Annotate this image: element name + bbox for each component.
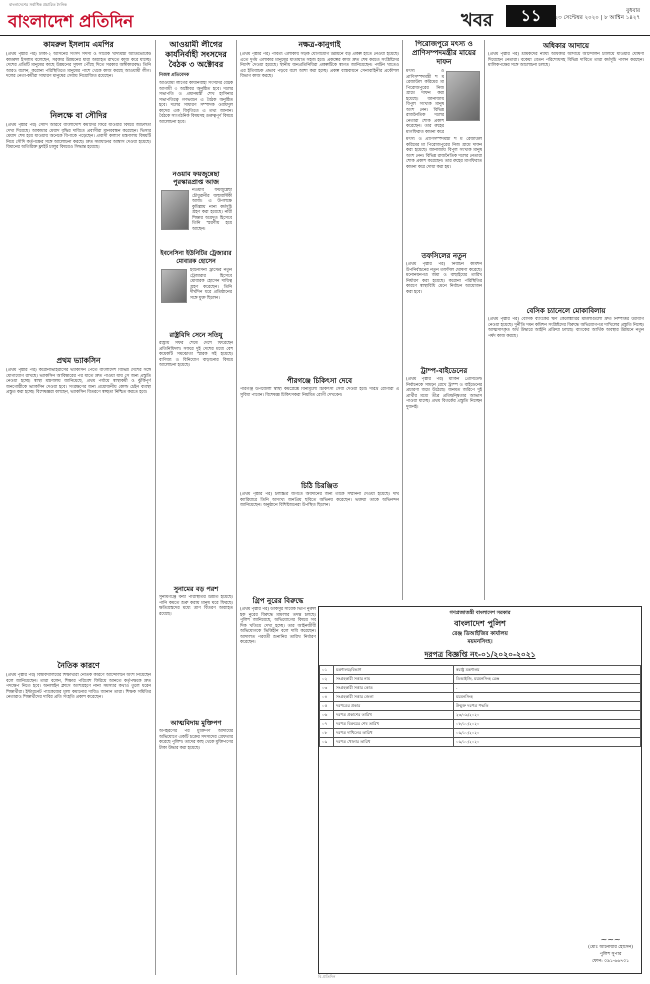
body-a16: (প্রথম পৃষ্ঠার পর) নির্বাচন কমিশন উপনির্বাচনের নতুন তফসিল ঘোষণা করেছে। মনোনয়নপত্র জমা ও বাছাইয়ের তারিখ নির্ধারণ করা হয়েছে। করোনা পরিস্থিতির কারণে স্বাস্থ্যবিধি মেনে নির্বাচন আয়োজন করা হবে। (406, 262, 482, 295)
body-a17: (প্রথম পৃষ্ঠার পর) মার্কিন প্রেসিডেন্ট নির্বাচনকে সামনে রেখে ট্রাম্প ও বাইডেনের প্রচারণা জমে উঠেছে। জনমত জরিপে দুই প্রার্থীর মধ্যে তীব্র প্রতিদ্বন্দ্বিতার আভাস পাওয়া যাচ্ছে। প্রথম বিতর্কের প্রস্তুতি নিচ্ছেন দুজনই। (406, 377, 482, 410)
body-a6: নওয়াব ফয়জুন্নেছা চৌধুরানীর জন্মবার্ষিকী আজ। এ উপলক্ষে কুমিল্লায় নানা কর্মসূচি গ্রহণ করা হয়েছে। নারী শিক্ষার অগ্রদূত হিসেবে তিনি স্মরণীয় হয়ে আছেন। (192, 188, 232, 232)
row-label: দরপত্র খোলার তারিখ (334, 738, 454, 747)
body-a10: অপহরণের পর মুক্তিপণ আদায়ের অভিযোগে একটি চক্রের সদস্যদের গ্রেফতার করেছে পুলিশ। তাদের কাছ থেকে মুক্তিপণের টাকা উদ্ধার করা হয়েছে। (159, 729, 233, 751)
row-number: ০৭ (320, 720, 334, 729)
row-label: দরপত্রের প্রকার (334, 702, 454, 711)
column-right (488, 40, 644, 600)
tender-row (320, 738, 641, 747)
body-a1: (প্রথম পৃষ্ঠার পর) ঢাকা-২ আসনের সংসদ সদস্য ও সাবেক খাদ্যমন্ত্রী অ্যাডভোকেট কামরুল ইসলাম বলেছেন, সরকার উন্নয়নের ধারা অব্যাহত রাখতে কাজ করে যাচ্ছে। দেশের প্রতিটি মানুষের কাছে উন্নয়নের সুফল পৌঁছে দিতে সরকার অঙ্গীকারবদ্ধ। তিনি আরও বলেন, করোনা পরিস্থিতিতে মানুষের পাশে থেকে কাজ করছে আওয়ামী লীগ। দলের নেতা-কর্মীরা সাধারণ মানুষের সেবায় নিয়োজিত রয়েছেন। (6, 52, 151, 79)
row-value: ০৮/১০/২০২০ (454, 720, 641, 729)
body-a19: (প্রথম পৃষ্ঠার পর) বেসিক ব্যাংকের ঋণ কেলেঙ্কারির মামলাগুলো দ্রুত নিষ্পত্তির উদ্যোগ নেওয়া হয়েছে। দুর্নীতি দমন কমিশন সংশ্লিষ্টদের বিরুদ্ধে অভিযোগপত্র দাখিলের প্রস্তুতি নিচ্ছে। আত্মসাৎকৃত অর্থ উদ্ধারে আইনি প্রক্রিয়া চলছে। ব্যাংকের আর্থিক অবস্থার উন্নয়নে নতুন পর্ষদ কাজ করছে। (488, 317, 644, 339)
column-middle-left (159, 40, 233, 970)
column-center-lower (240, 595, 316, 970)
headline-a2: নিলক্ষে বা সৌদির (50, 111, 107, 120)
body-a2: (প্রথম পৃষ্ঠার পর) সৌদি আরবে বাংলাদেশি কর্মীদের ফিরে যাওয়ার বিষয়ে জটিলতা দেখা দিয়েছে। আকামার মেয়াদ বৃদ্ধির দাবিতে প্রবাসীরা মানববন্ধন করেছেন। ভিসার মেয়াদ শেষ হয়ে যাওয়ায় অনেকে বিপাকে পড়েছেন। প্রবাসী কল্যাণ মন্ত্রণালয় বিষয়টি নিয়ে সৌদি কর্তৃপক্ষের সঙ্গে আলোচনা করছে। দ্রুত সমাধানের আশ্বাস দেওয়া হয়েছে। বিমানের অতিরিক্ত ফ্লাইট চালুর বিষয়েও সিদ্ধান্ত হয়েছে। (6, 123, 151, 150)
row-label: দরপত্র বিক্রয়ের শেষ তারিখ (334, 720, 454, 729)
tender-row (320, 666, 641, 675)
portrait-photo (446, 71, 480, 121)
body-a5: আওয়ামী লীগের কার্যনির্বাহী সংসদের বৈঠক আগামী ৩ অক্টোবর অনুষ্ঠিত হবে। দলের সভাপতি ও প্রধানমন্ত্রী শেখ হাসিনার সভাপতিত্বে গণভবনে এ বৈঠক অনুষ্ঠিত হবে। দলের সাধারণ সম্পাদক ওবায়দুল কাদের এক বিবৃতিতে এ তথ্য জানান। বৈঠকে সাংগঠনিক বিষয়সহ গুরুত্বপূর্ণ বিষয়ে আলোচনা হবে। (159, 81, 233, 125)
ad-signature (588, 935, 633, 965)
tender-row (320, 675, 641, 684)
date: ২৩ সেপ্টেম্বর ২০২০ | ৮ আশ্বিন ১৪২৭ (554, 15, 640, 21)
row-label: দরপত্র দাখিলের তারিখ (334, 729, 454, 738)
headline-a4: নৈতিক কারণে (57, 661, 100, 670)
body-a15: মৎস্য ও প্রাণিসম্পদমন্ত্রী শ ম রেজাউল করিমের মা পিরোজপুরের নিজ গ্রামে দাফন করা হয়েছে। জানাজায় বিপুল সংখ্যক মানুষ অংশ নেন। বিভিন্ন রাজনৈতিক দলের নেতারা শোক প্রকাশ করেছেন। তার রুহের মাগফিরাত কামনা করে (406, 69, 444, 135)
body-a9: সুনামগঞ্জে বন্যা পরিস্থিতির উন্নতি হয়েছে। পানি কমতে শুরু করায় মানুষ ঘরে ফিরছে। ক্ষতিগ্রস্তদের মধ্যে ত্রাণ বিতরণ অব্যাহত রয়েছে। (159, 595, 233, 617)
row-label: মন্ত্রণালয়/বিভাগ (334, 666, 454, 675)
column-divider (402, 40, 403, 600)
row-value: ০৯/১০/২০২০ (454, 729, 641, 738)
headline-a7: ইবনেসিনা ইউনিটির ট্রেজারার মোবারক হোসেন (160, 250, 232, 265)
ad-city: ময়মনসিংহ। (467, 639, 493, 645)
ad-government: গণপ্রজাতন্ত্রী বাংলাদেশ সরকার (449, 610, 511, 616)
portrait-photo (161, 190, 189, 230)
tender-row (320, 711, 641, 720)
row-value: ময়মনসিংহ (454, 693, 641, 702)
signature-mark: ~~~ (600, 935, 621, 944)
tagline: বাংলাদেশের সর্বাধিক প্রচারিত দৈনিক (9, 2, 67, 7)
tender-notice-ad (318, 606, 642, 974)
row-value: উন্মুক্ত দরপত্র পদ্ধতি (454, 702, 641, 711)
date-line (555, 8, 640, 22)
page-header (0, 0, 650, 36)
headline-a8: রাষ্ট্রবিদি সেনে সতিযু (169, 331, 223, 339)
headline-a14: গ্রিপ নুরের বিরুদ্ধে (252, 597, 304, 605)
footer-code: বি.প্রতিদিন (318, 974, 336, 979)
body-a4: (প্রথম পৃষ্ঠার পর) বিশ্ববিদ্যালয়ের শিক্ষার্থীরা নৈতিক কারণে আন্দোলনে অংশ নিয়েছেন বলে জানিয়েছেন। তারা বলেন, শিক্ষার পরিবেশ ফিরিয়ে আনতে কর্তৃপক্ষকে দ্রুত পদক্ষেপ নিতে হবে। অনলাইন ক্লাসে অংশগ্রহণে নানা সমস্যার কথাও তুলে ধরেন শিক্ষার্থীরা। ইন্টারনেট প্যাকেজের মূল্য কমানোর দাবিও জানান তারা। শিক্ষক সমিতির নেতারাও শিক্ষার্থীদের দাবির প্রতি সংহতি প্রকাশ করেছেন। (6, 673, 151, 700)
column-divider (155, 40, 156, 975)
headline-a13: চিঠি চিরঞ্জিত (301, 482, 338, 490)
ad-title: দরপত্র বিজ্ঞপ্তি নং-০১/২০২০-২০২১ (424, 650, 536, 659)
newspaper-logo: বাংলাদেশ প্রতিদিন (8, 12, 134, 32)
row-label: সংগ্রহকারী সত্তার জেলা (334, 693, 454, 702)
body-a8: রাষ্ট্রীয় সফর শেষে দেশে ফিরেছেন প্রতিনিধিদল। সফরে দুই দেশের মধ্যে বেশ কয়েকটি সমঝোতা স্মারক সই হয়েছে। বাণিজ্য ও বিনিয়োগ বাড়ানোর বিষয়ে আলোচনা হয়েছে। (159, 341, 233, 368)
tender-row (320, 729, 641, 738)
headline-a10: আত্মবিদায় মুক্তিপণ (170, 719, 222, 727)
portrait-photo (161, 269, 187, 303)
body-a14: (প্রথম পৃষ্ঠার পর) ডাকসুর সাবেক ভিপি নুরুল হক নুরের বিরুদ্ধে মামলার তদন্ত চলছে। পুলিশ জানিয়েছে, অভিযোগের বিষয়ে সব দিক খতিয়ে দেখা হচ্ছে। তার আইনজীবী অভিযোগকে ভিত্তিহীন বলে দাবি করেছেন। আদালত পরবর্তী শুনানির তারিখ নির্ধারণ করেছেন। (240, 607, 316, 645)
body-a12: পীরগঞ্জ উপজেলা স্বাস্থ্য কমপ্লেক্সে বিনামূল্যে চিকিৎসা সেবা দেওয়া হবে। দরিদ্র রোগীরা এ সুবিধা পাবেন। বিশেষজ্ঞ চিকিৎসকরা নিয়মিত রোগী দেখবেন। (240, 387, 399, 398)
headline-a15: পিরোজপুরে মৎস্য ও প্রাণিসম্পদমন্ত্রীর মায়ের দাফন (412, 40, 476, 66)
headline-a19: বেসিক চ্যানেলে মোকাবিলায় (526, 307, 606, 315)
body-a7: ইবনেসিনা ট্রাস্টের নতুন ট্রেজারার হিসেবে মোবারক হোসেন দায়িত্ব গ্রহণ করেছেন। তিনি দীর্ঘদিন ধরে প্রতিষ্ঠানের সঙ্গে যুক্ত ছিলেন। (190, 268, 232, 301)
headline-a6: নওয়াব ফয়জুন্নেছা পুরস্কারপ্রাপ্ত আজ (172, 170, 220, 186)
tender-row (320, 684, 641, 693)
signer-name: (মোঃ আনোয়ার হোসেন) (588, 945, 633, 950)
headline-a17: ট্রাম্প-বাইডেনের (420, 367, 468, 375)
byline-a5: নিজস্ব প্রতিবেদক (159, 73, 190, 78)
row-value: ০৯/১০/২০২০ (454, 738, 641, 747)
tender-row (320, 702, 641, 711)
headline-a5: আওয়ামী লীগের কার্যনির্বাহী সংসদের বৈঠক ৩ অক্টোবর (165, 40, 227, 69)
weekday: বুধবার (626, 8, 640, 14)
headline-a16: তফসিলের নতুন (421, 252, 467, 260)
tender-row (320, 693, 641, 702)
tender-table (319, 665, 641, 747)
column-left (6, 40, 151, 970)
row-value: ডিআইজি, ময়মনসিংহ রেঞ্জ (454, 675, 641, 684)
headline-a18: অধিকার আদায়ে (542, 42, 589, 50)
body-a18: (প্রথম পৃষ্ঠার পর) শ্রমিকদের ন্যায্য অধিকার আদায়ে আন্দোলন চালিয়ে যাওয়ার ঘোষণা দিয়েছেন নেতারা। বকেয়া বেতন পরিশোধসহ বিভিন্ন দাবিতে তারা কর্মসূচি পালন করছেন। মালিকপক্ষের সঙ্গে আলোচনা চলছে। (488, 52, 644, 68)
row-value: ২৩/০৯/২০২০ (454, 711, 641, 720)
contact: ফোন: ০৯১-৬৬৭০১ (592, 959, 630, 964)
body-a15-cont: মৎস্য ও প্রাণিসম্পদমন্ত্রী শ ম রেজাউল করিমের মা পিরোজপুরের নিজ গ্রামে দাফন করা হয়েছে। জানাজায় বিপুল সংখ্যক মানুষ অংশ নেন। বিভিন্ন রাজনৈতিক দলের নেতারা শোক প্রকাশ করেছেন। তার রুহের মাগফিরাত কামনা করে দোয়া করা হয়। (406, 137, 482, 170)
page-number: ১১ (506, 5, 556, 27)
row-number: ০৫ (320, 702, 334, 711)
row-label: সংগ্রহকারী সত্তার কোড (334, 684, 454, 693)
column-middle-right (406, 40, 482, 600)
row-number: ০২ (320, 675, 334, 684)
signer-title: পুলিশ সুপার (599, 952, 622, 957)
body-a11: (প্রথম পৃষ্ঠার পর) পার্বত্য এলাকায় সড়ক যোগাযোগ উন্নয়নে বড় প্রকল্প হাতে নেওয়া হয়েছে। এতে দুর্গম এলাকার মানুষের যাতায়াত সহজ হবে। প্রকল্পের কাজ দ্রুত শেষ করতে সংশ্লিষ্টদের নির্দেশ দেওয়া হয়েছে। স্থানীয় জনপ্রতিনিধিরা প্রকল্পটিকে স্বাগত জানিয়েছেন। পর্যটন খাতেও এর ইতিবাচক প্রভাব পড়বে বলে আশা করা হচ্ছে। প্রকল্প বাস্তবায়নে সেনাবাহিনীর প্রকৌশল বিভাগ কাজ করছে। (240, 52, 399, 79)
column-divider (484, 40, 485, 600)
body-a3: (প্রথম পৃষ্ঠার পর) করোনাভাইরাসের ভ্যাকসিন পেতে বাংলাদেশ বিভিন্ন দেশের সঙ্গে যোগাযোগ রাখছে। ভ্যাকসিন আবিষ্কারের পর যাতে দ্রুত পাওয়া যায় সে জন্য প্রস্তুতি নেওয়া হচ্ছে। স্বাস্থ্য মন্ত্রণালয় জানিয়েছে, প্রথম পর্যায়ে স্বাস্থ্যকর্মী ও ঝুঁকিপূর্ণ জনগোষ্ঠীকে ভ্যাকসিন দেওয়া হবে। সংরক্ষণের জন্য প্রয়োজনীয় কোল্ড চেইন ব্যবস্থা প্রস্তুত করা হচ্ছে। বিশেষজ্ঞরা বলছেন, ভ্যাকসিন বিতরণে স্বচ্ছতা নিশ্চিত করতে হবে। (6, 368, 151, 395)
row-number: ০৯ (320, 738, 334, 747)
ad-office: রেঞ্জ ডিআইজির কার্যালয় (452, 631, 508, 637)
row-number: ০৪ (320, 693, 334, 702)
headline-a12: পীরগঞ্জে চিকিৎসা দেবে (286, 377, 353, 385)
section-name: খবর (461, 10, 493, 31)
row-number: ০৬ (320, 711, 334, 720)
column-divider (236, 40, 237, 975)
headline-a3: প্রথম ভ্যাকসিন (56, 356, 101, 365)
row-value: - (454, 684, 641, 693)
row-number: ০৩ (320, 684, 334, 693)
tender-row (320, 720, 641, 729)
headline-a1: কামরুল ইসলাম এমপির (43, 40, 114, 49)
headline-a11: নক্ষত্র-কানুগাই (298, 40, 341, 49)
body-a13: (প্রথম পৃষ্ঠার পর) চলচ্চিত্র জগতে অবদানের জন্য তাকে সম্মাননা দেওয়া হয়েছে। দীর্ঘ ক্যারিয়ারে তিনি অসংখ্য জনপ্রিয় ছবিতে অভিনয় করেছেন। ভক্তরা তাকে অভিনন্দন জানিয়েছেন। অনুষ্ঠানে বিশিষ্টজনেরা উপস্থিত ছিলেন। (240, 492, 399, 508)
row-number: ০১ (320, 666, 334, 675)
headline-a9: সুনামের বড় পরশ (173, 585, 219, 593)
row-label: দরপত্র প্রকাশের তারিখ (334, 711, 454, 720)
row-label: সংগ্রহকারী সত্তার নাম (334, 675, 454, 684)
row-value: স্বরাষ্ট্র মন্ত্রণালয় (454, 666, 641, 675)
row-number: ০৮ (320, 729, 334, 738)
ad-organization: বাংলাদেশ পুলিশ (454, 619, 506, 628)
